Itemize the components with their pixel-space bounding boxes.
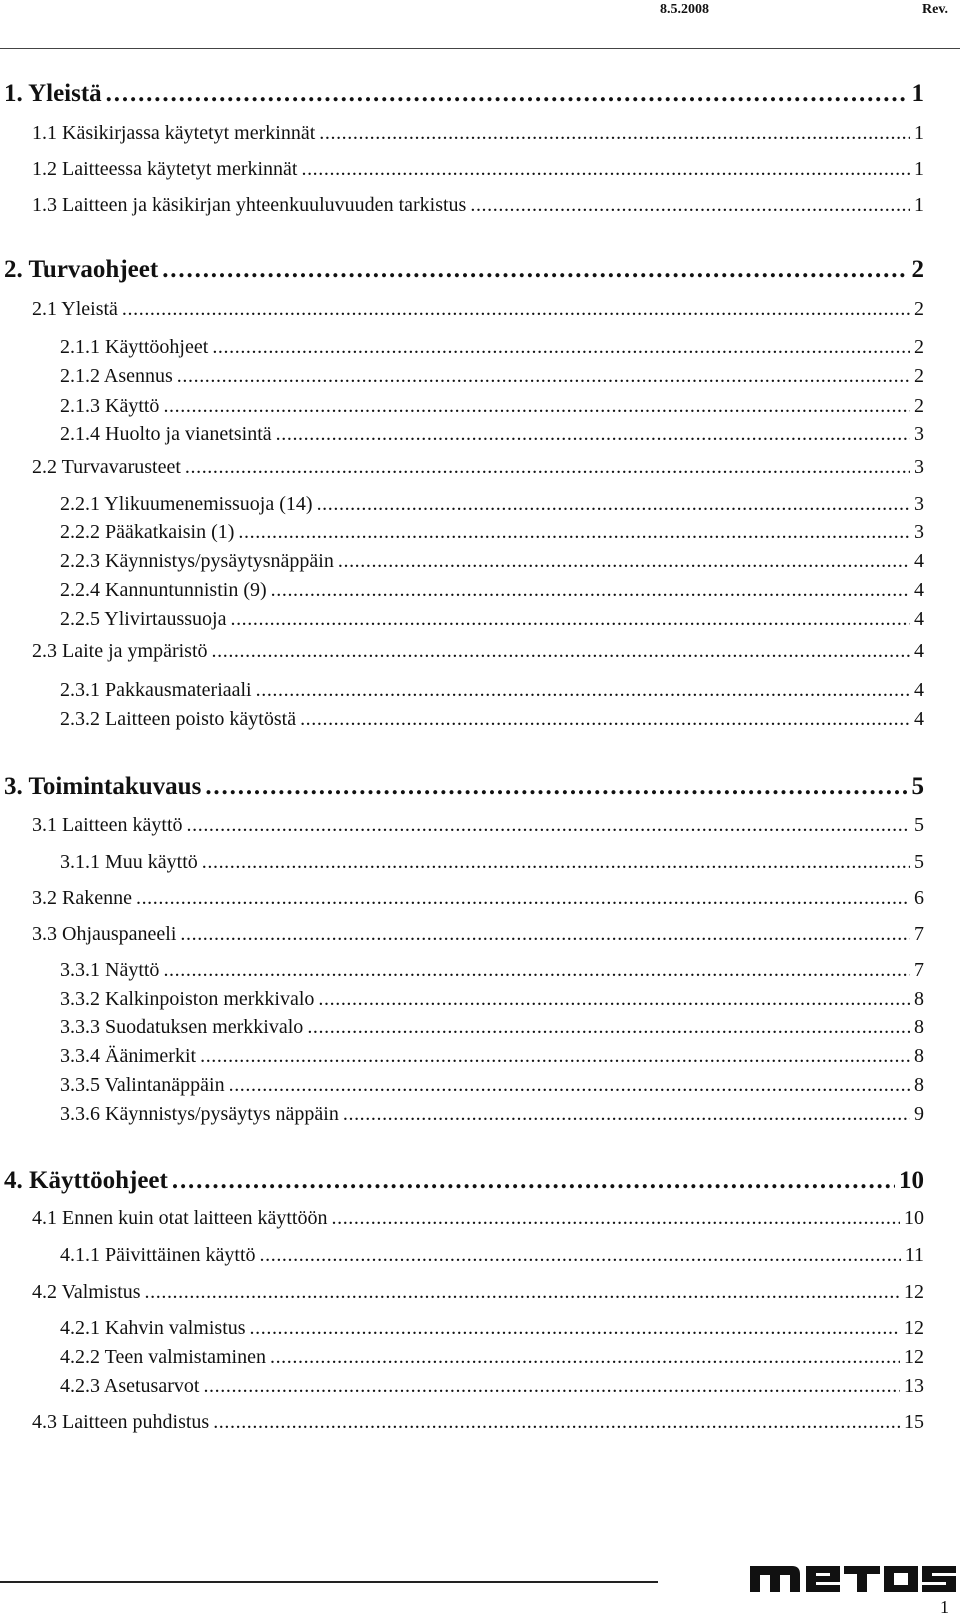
- toc-entry-page: 15: [904, 1411, 924, 1433]
- toc-entry-label: 4.1 Ennen kuin otat laitteen käyttöön: [32, 1207, 328, 1229]
- toc-entry[interactable]: [60, 550, 924, 576]
- toc-entry-label: 2.3.2 Laitteen poisto käytöstä: [60, 708, 297, 730]
- toc-entry[interactable]: [60, 1016, 924, 1042]
- toc-dot-leader: [319, 122, 910, 145]
- toc-entry-label: 2.1 Yleistä: [32, 298, 118, 320]
- toc-entry-page: 1: [914, 194, 924, 216]
- toc-entry-page: 1: [914, 122, 924, 144]
- toc-dot-leader: [163, 395, 910, 418]
- toc-entry[interactable]: [32, 1207, 924, 1233]
- toc-entry[interactable]: [60, 521, 924, 547]
- toc-entry-page: 12: [904, 1317, 924, 1339]
- toc-dot-leader: [200, 1045, 910, 1068]
- toc-entry-page: 4: [914, 679, 924, 701]
- toc-entry[interactable]: [60, 708, 924, 734]
- toc-entry-label: 4.2.2 Teen valmistaminen: [60, 1346, 266, 1368]
- toc-entry-page: 2: [911, 256, 924, 283]
- toc-entry[interactable]: [60, 1317, 924, 1343]
- toc-dot-leader: [250, 1317, 900, 1340]
- toc-dot-leader: [106, 80, 908, 108]
- toc-entry-page: 3: [914, 423, 924, 445]
- toc-entry[interactable]: [60, 1244, 924, 1270]
- toc-dot-leader: [270, 1346, 900, 1369]
- toc-dot-leader: [256, 679, 910, 702]
- toc-entry-label: 4. Käyttöohjeet: [4, 1167, 168, 1194]
- toc-entry[interactable]: [32, 1411, 924, 1437]
- toc-entry-label: 2.2.1 Ylikuumenemissuoja (14): [60, 493, 313, 515]
- header-divider: [0, 48, 960, 49]
- toc-entry-page: 4: [914, 708, 924, 730]
- toc-entry-page: 13: [904, 1375, 924, 1397]
- toc-entry[interactable]: [32, 122, 924, 148]
- toc-entry-label: 1.3 Laitteen ja käsikirjan yhteenkuuluvuuden tarkistus: [32, 194, 467, 216]
- toc-entry[interactable]: [60, 395, 924, 421]
- toc-entry-page: 11: [904, 1244, 924, 1266]
- toc-entry-label: 1.2 Laitteessa käytetyt merkinnät: [32, 158, 298, 180]
- toc-entry[interactable]: [4, 773, 924, 805]
- toc-dot-leader: [212, 640, 910, 663]
- footer-divider: [0, 1581, 658, 1583]
- toc-dot-leader: [260, 1244, 901, 1267]
- toc-entry-page: 4: [914, 640, 924, 662]
- toc-dot-leader: [301, 158, 910, 181]
- toc-entry-page: 9: [914, 1103, 924, 1125]
- toc-dot-leader: [122, 298, 910, 321]
- toc-entry-page: 7: [914, 959, 924, 981]
- toc-entry-page: 4: [914, 608, 924, 630]
- toc-dot-leader: [300, 708, 910, 731]
- toc-entry-page: 5: [914, 814, 924, 836]
- toc-entry[interactable]: [32, 456, 924, 482]
- toc-dot-leader: [203, 1375, 900, 1398]
- toc-entry[interactable]: [4, 80, 924, 112]
- toc-entry[interactable]: [32, 640, 924, 666]
- page-number: 1: [940, 1597, 949, 1617]
- toc-entry[interactable]: [60, 679, 924, 705]
- toc-entry-page: 3: [914, 493, 924, 515]
- toc-entry-label: 3.1 Laitteen käyttö: [32, 814, 183, 836]
- toc-entry[interactable]: [60, 608, 924, 634]
- toc-entry-label: 2.1.1 Käyttöohjeet: [60, 336, 209, 358]
- toc-dot-leader: [317, 493, 910, 516]
- toc-entry-label: 2.2.2 Pääkatkaisin (1): [60, 521, 235, 543]
- toc-entry-page: 8: [914, 1016, 924, 1038]
- toc-dot-leader: [338, 550, 910, 573]
- toc-dot-leader: [163, 959, 910, 982]
- toc-entry-page: 7: [914, 923, 924, 945]
- toc-entry[interactable]: [4, 256, 924, 288]
- toc-dot-leader: [212, 336, 910, 359]
- toc-dot-leader: [136, 887, 910, 910]
- toc-entry[interactable]: [32, 923, 924, 949]
- toc-entry-page: 10: [899, 1167, 924, 1194]
- toc-dot-leader: [162, 256, 907, 284]
- toc-entry-label: 2.3 Laite ja ympäristö: [32, 640, 208, 662]
- toc-dot-leader: [205, 773, 907, 801]
- toc-dot-leader: [238, 521, 910, 544]
- toc-entry-label: 4.3 Laitteen puhdistus: [32, 1411, 210, 1433]
- toc-dot-leader: [230, 608, 910, 631]
- toc-entry[interactable]: [32, 814, 924, 840]
- toc-entry-label: 3.3 Ohjauspaneeli: [32, 923, 177, 945]
- toc-entry-page: 4: [914, 579, 924, 601]
- toc-entry-label: 2.1.3 Käyttö: [60, 395, 160, 417]
- toc-entry-label: 3.3.4 Äänimerkit: [60, 1045, 197, 1067]
- toc-dot-leader: [213, 1411, 900, 1434]
- toc-entry[interactable]: [60, 1045, 924, 1071]
- toc-dot-leader: [470, 194, 910, 217]
- toc-dot-leader: [271, 579, 910, 602]
- toc-dot-leader: [307, 1016, 910, 1039]
- toc-entry-label: 3. Toimintakuvaus: [4, 773, 202, 800]
- toc-entry[interactable]: [60, 579, 924, 605]
- toc-entry-label: 3.2 Rakenne: [32, 887, 132, 909]
- toc-entry-label: 3.3.1 Näyttö: [60, 959, 160, 981]
- toc-dot-leader: [229, 1074, 910, 1097]
- toc-entry-page: 5: [911, 773, 924, 800]
- toc-entry-label: 2.3.1 Pakkausmateriaali: [60, 679, 252, 701]
- toc-entry-label: 4.2 Valmistus: [32, 1281, 141, 1303]
- toc-dot-leader: [318, 988, 910, 1011]
- toc-entry-page: 1: [914, 158, 924, 180]
- toc-dot-leader: [180, 923, 910, 946]
- toc-dot-leader: [185, 456, 910, 479]
- toc-entry-label: 1. Yleistä: [4, 80, 102, 107]
- toc-entry[interactable]: [32, 1281, 924, 1307]
- toc-entry[interactable]: [32, 194, 924, 220]
- toc-entry[interactable]: [32, 158, 924, 184]
- toc-entry-label: 1.1 Käsikirjassa käytetyt merkinnät: [32, 122, 316, 144]
- toc-entry-label: 4.2.3 Asetusarvot: [60, 1375, 200, 1397]
- toc-entry-label: 2.2.4 Kannuntunnistin (9): [60, 579, 267, 601]
- toc-entry-label: 3.3.2 Kalkinpoiston merkkivalo: [60, 988, 315, 1010]
- toc-entry[interactable]: [60, 851, 924, 877]
- toc-dot-leader: [177, 365, 910, 388]
- toc-entry[interactable]: [60, 423, 924, 449]
- toc-entry-page: 8: [914, 1045, 924, 1067]
- toc-entry[interactable]: [60, 1074, 924, 1100]
- toc-entry-label: 3.3.3 Suodatuksen merkkivalo: [60, 1016, 304, 1038]
- toc-entry[interactable]: [60, 1103, 924, 1129]
- toc-entry[interactable]: [60, 1375, 924, 1401]
- toc-dot-leader: [172, 1167, 895, 1195]
- toc-entry-page: 3: [914, 456, 924, 478]
- toc-dot-leader: [332, 1207, 901, 1230]
- toc-entry-page: 2: [914, 298, 924, 320]
- toc-entry[interactable]: [60, 493, 924, 519]
- toc-entry-page: 10: [904, 1207, 924, 1229]
- toc-entry-label: 3.1.1 Muu käyttö: [60, 851, 198, 873]
- toc-dot-leader: [343, 1103, 910, 1126]
- toc-entry-label: 4.2.1 Kahvin valmistus: [60, 1317, 246, 1339]
- toc-entry-page: 2: [914, 336, 924, 358]
- toc-dot-leader: [202, 851, 910, 874]
- toc-entry-page: 1: [911, 80, 924, 107]
- header-date: 8.5.2008: [660, 2, 709, 17]
- toc-entry-label: 3.3.5 Valintanäppäin: [60, 1074, 225, 1096]
- toc-entry-page: 12: [904, 1346, 924, 1368]
- toc-entry-page: 8: [914, 988, 924, 1010]
- toc-entry[interactable]: [4, 1167, 924, 1199]
- toc-entry-page: 12: [904, 1281, 924, 1303]
- toc-entry-page: 2: [914, 365, 924, 387]
- toc-entry-page: 2: [914, 395, 924, 417]
- toc-dot-leader: [145, 1281, 900, 1304]
- toc-entry[interactable]: [60, 959, 924, 985]
- toc-entry-page: 6: [914, 887, 924, 909]
- metos-logo: [748, 1560, 958, 1594]
- toc-entry-label: 2.1.4 Huolto ja vianetsintä: [60, 423, 272, 445]
- toc-dot-leader: [187, 814, 910, 837]
- toc-entry-page: 3: [914, 521, 924, 543]
- toc-entry-label: 4.1.1 Päivittäinen käyttö: [60, 1244, 256, 1266]
- toc-entry-label: 2. Turvaohjeet: [4, 256, 159, 283]
- toc-entry-page: 5: [914, 851, 924, 873]
- toc-entry-label: 2.2 Turvavarusteet: [32, 456, 181, 478]
- toc-entry[interactable]: [32, 298, 924, 324]
- header-revision: Rev.: [922, 2, 949, 17]
- toc-entry-label: 2.2.3 Käynnistys/pysäytysnäppäin: [60, 550, 334, 572]
- toc-entry-label: 2.2.5 Ylivirtaussuoja: [60, 608, 227, 630]
- toc-entry[interactable]: [60, 336, 924, 362]
- toc-entry[interactable]: [60, 988, 924, 1014]
- toc-entry[interactable]: [32, 887, 924, 913]
- toc-entry-label: 3.3.6 Käynnistys/pysäytys näppäin: [60, 1103, 339, 1125]
- toc-entry[interactable]: [60, 365, 924, 391]
- toc-entry-page: 8: [914, 1074, 924, 1096]
- toc-dot-leader: [276, 423, 910, 446]
- toc-entry-label: 2.1.2 Asennus: [60, 365, 173, 387]
- toc-entry-page: 4: [914, 550, 924, 572]
- toc-entry[interactable]: [60, 1346, 924, 1372]
